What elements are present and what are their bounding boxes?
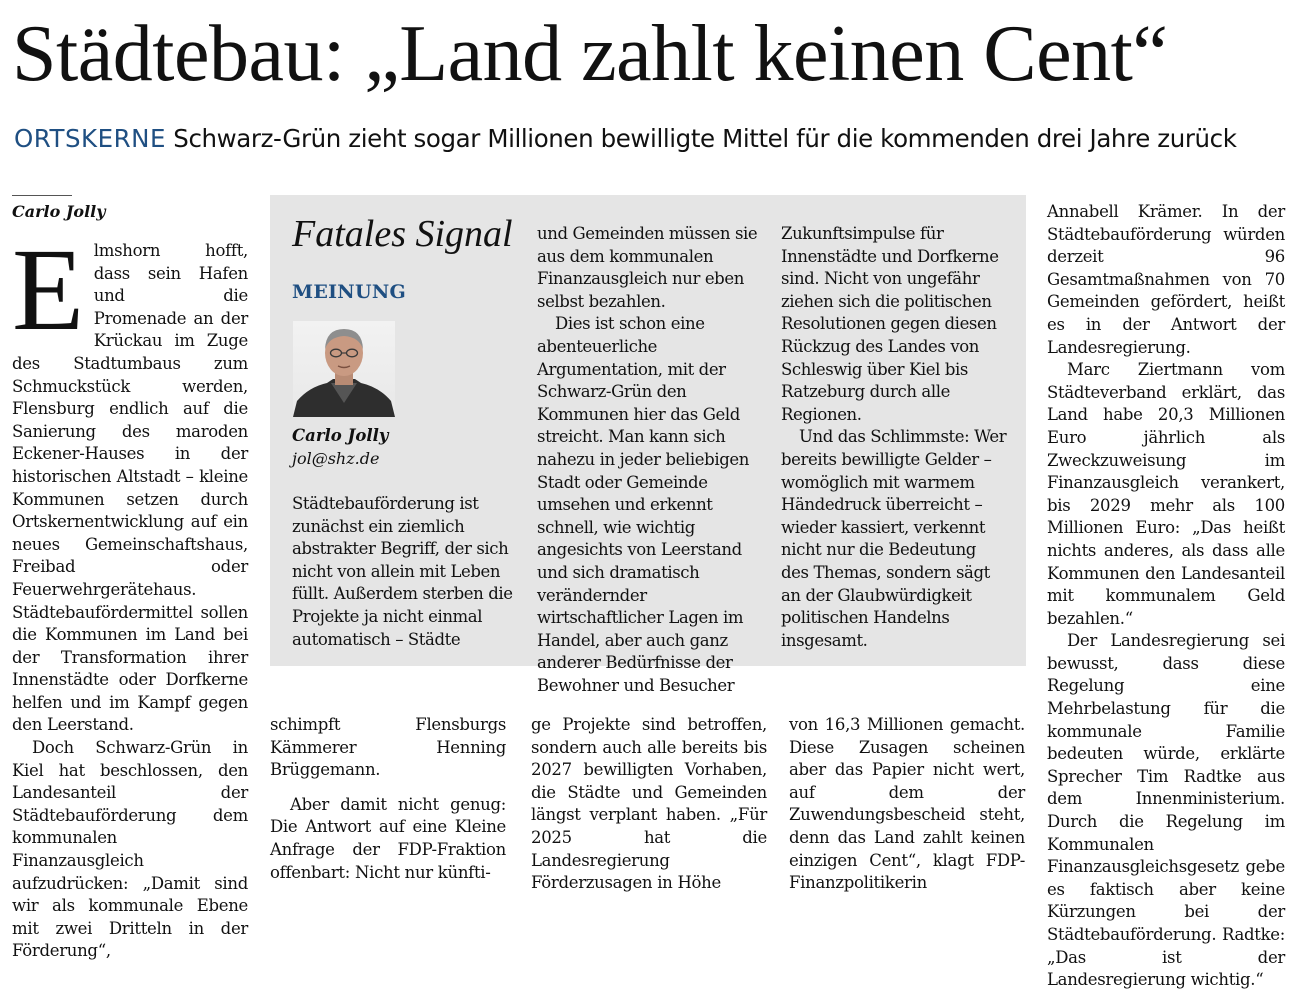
author-portrait <box>293 321 395 417</box>
opinion-paragraph: Städtebauförderung ist zunächst ein ziemlich abstrakter Begriff, der sich nicht von allein mit Leben füllt. Außerdem sterben die Projekte ja nicht einmal automatisch – Städte <box>292 494 513 649</box>
opinion-column-2 <box>537 223 765 697</box>
headline: Städtebau: „Land zahlt keinen Cent“ <box>12 10 1168 98</box>
subheadline-text: Schwarz-Grün zieht sogar Millionen bewilligte Mittel für die kommenden drei Jahre zurück <box>165 124 1237 153</box>
opinion-title: Fatales Signal <box>292 213 513 255</box>
opinion-paragraph: Und das Schlimmste: Wer bereits bewilligte Gelder – womöglich mit warmem Händedruck überreicht – wieder kassiert, verkennt nicht nur die Bedeutung des Themas, sondern sägt an der Glaubwürdigkeit politischen Handelns insgesamt. <box>781 427 1007 650</box>
article-paragraph: Annabell Krämer. In der Städtebauförderung würden derzeit 96 Gesamtmaßnahmen von 70 Gemeinden gefördert, heißt es in der Antwort der Landesregierung. <box>1047 202 1285 357</box>
article-paragraph: Elmshorn hofft, dass sein Hafen und die Promenade an der Krückau im Zuge des Stadtumbaus zum Schmuckstück werden, Flensburg endlich auf die Sanierung des maroden Eckener-Hauses in der historischen Altstadt – kleine Kommunen setzen durch Ortskernentwicklung auf ein neues Gemeinschaftshaus, Freibad oder Feuerwehrgerätehaus. Städtebaufördermittel sollen die Kommunen im Land bei der Transformation ihrer Innenstädte oder Dorfkerne helfen und im Kampf gegen den Leerstand. <box>12 224 248 735</box>
subheadline <box>14 122 1304 156</box>
article-paragraph: schimpft Flensburgs Kämmerer Henning Brüggemann. <box>270 715 506 780</box>
opinion-column-3 <box>781 223 1007 652</box>
byline: Carlo Jolly <box>12 202 106 221</box>
opinion-paragraph: Dies ist schon eine abenteuerliche Argumentation, mit der Schwarz-Grün den Kommunen hier das Geld streicht. Man kann sich nahezu in jeder beliebigen Stadt oder Gemeinde umsehen und erkennt schnell, wie wichtig angesichts von Leerstand und sich dramatisch verändernder wirtschaftlicher Lagen im Handel, aber auch ganz anderer Bedürfnisse der Bewohner und Besucher <box>537 314 749 695</box>
opinion-paragraph: Zukunftsimpulse für Innenstädte und Dorfkerne sind. Nicht von ungefähr ziehen sich die politischen Resolutionen gegen diesen Rückzug des Landes von Schleswig über Kiel bis Ratzeburg durch alle Regionen. <box>781 224 999 424</box>
article-column-1 <box>12 224 248 963</box>
opinion-column-1 <box>292 493 518 651</box>
article-paragraph: Der Landesregierung sei bewusst, dass diese Regelung eine Mehrbelastung für die kommunale Familie bedeuten würde, erklärte Sprecher Tim Radtke aus dem Innenministerium. Durch die Regelung im Kommunalen Finanzausgleichsgesetz gebe es faktisch aber keine Kürzungen bei der Städtebauförderung. Radtke: „Das ist der Landesregierung wichtig.“ <box>1047 631 1285 990</box>
kicker: ORTSKERNE <box>14 124 166 153</box>
article-paragraph: von 16,3 Millionen gemacht. Diese Zusagen scheinen aber das Papier nicht wert, auf dem der Zuwendungsbescheid steht, denn das Land zahlt keinen einzigen Cent“, klagt FDP-Finanzpolitikerin <box>789 715 1025 893</box>
article-paragraph: Marc Ziertmann vom Städteverband erklärt, das Land habe 20,3 Millionen Euro jährlich als Zweckzuweisung im Finanzausgleich verankert, bis 2029 mehr als 100 Millionen Euro: „Das heißt nichts anderes, als dass alle Kommunen den Landesanteil mit kommunalem Geld bezahlen.“ <box>1047 360 1285 628</box>
drop-cap: E <box>12 224 84 355</box>
byline-rule <box>12 195 72 196</box>
article-column-5 <box>1047 201 1285 992</box>
article-column-2 <box>270 714 506 884</box>
opinion-author: Carlo Jolly <box>292 426 389 445</box>
article-paragraph: Doch Schwarz-Grün in Kiel hat beschlossen, den Landesanteil der Städtebauförderung dem kommunalen Finanzausgleich aufzudrücken: „Damit sind wir als kommunale Ebene mit zwei Dritteln in der Förderung“, <box>12 738 248 961</box>
article-column-3 <box>531 714 767 895</box>
author-portrait-image <box>293 321 395 417</box>
article-paragraph: Aber damit nicht genug: Die Antwort auf eine Kleine Anfrage der FDP-Fraktion offenbart: Nicht nur künfti- <box>270 794 506 882</box>
article-paragraph: ge Projekte sind betroffen, sondern auch alle bereits bis 2027 bewilligten Vorhaben, die Städte und Gemeinden längst verplant haben. „Für 2025 hat die Landesregierung Förderzusagen in Höhe <box>531 715 767 893</box>
opinion-author-email[interactable]: jol@shz.de <box>292 449 380 468</box>
article-column-4 <box>789 714 1025 895</box>
opinion-label: MEINUNG <box>292 281 407 303</box>
opinion-box <box>270 195 1026 695</box>
opinion-paragraph: und Gemeinden müssen sie aus dem kommunalen Finanzausgleich nur eben selbst bezahlen. <box>537 224 758 311</box>
